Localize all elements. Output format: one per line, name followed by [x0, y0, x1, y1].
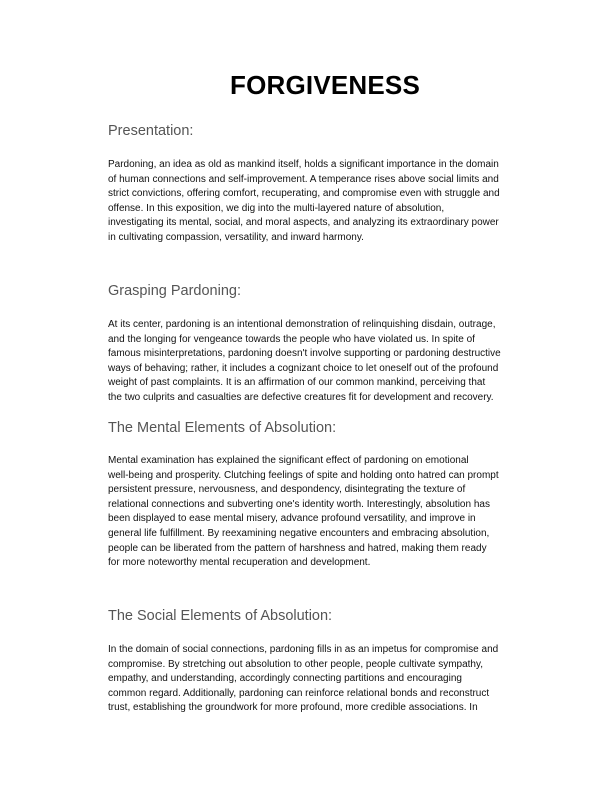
paragraph-line: investigating its mental, social, and moral aspects, and analyzing its extraordinary power	[108, 217, 499, 229]
paragraph-line: the two culprits and casualties are defective creatures fit for development and recovery.	[108, 391, 494, 403]
paragraph-line: ways of behaving; rather, it includes a cognizant choice to let oneself out of the profound	[108, 362, 499, 374]
section-paragraph-presentation	[108, 158, 548, 246]
paragraph-line: trust, establishing the groundwork for more profound, more credible associations. In	[108, 702, 478, 714]
document-title: FORGIVENESS	[229, 70, 420, 100]
section-heading-presentation: Presentation:	[108, 123, 194, 139]
paragraph-line: persistent pressure, nervousness, and despondency, disintegrating the texture of	[108, 484, 466, 496]
paragraph-line: Pardoning, an idea as old as mankind itself, holds a significant importance in the domain	[108, 159, 499, 170]
paragraph-line: famous misinterpretations, pardoning doesn't involve supporting or pardoning destructive	[108, 348, 501, 360]
paragraph-line: of human connections and self-improvement. A temperance rises above social limits and	[108, 173, 499, 185]
paragraph-line: Mental examination has explained the significant effect of pardoning on emotional	[108, 455, 469, 466]
paragraph-line: common regard. Additionally, pardoning can reinforce relational bonds and reconstruct	[108, 687, 490, 699]
paragraph-line: At its center, pardoning is an intentional demonstration of relinquishing disdain, outrage,	[108, 319, 496, 330]
paragraph-line: general life fulfillment. By reexamining negative encounters and embracing absolution,	[108, 527, 490, 539]
section-paragraph-mental-elements	[108, 454, 548, 571]
paragraph-line: empathy, and understanding, accordingly connecting partitions and encouraging	[108, 673, 462, 685]
paragraph-line: for more noteworthy mental recuperation and development.	[108, 557, 371, 569]
paragraph-line: relational connections and subverting one's identity worth. Interestingly, absolution has	[108, 498, 490, 510]
section-heading-social-elements: The Social Elements of Absolution:	[108, 608, 333, 624]
section-heading-mental-elements: The Mental Elements of Absolution:	[108, 420, 337, 436]
section-paragraph-social-elements	[108, 643, 548, 716]
section-heading-grasping-pardoning: Grasping Pardoning:	[108, 283, 241, 299]
paragraph-line: and the longing for vengeance towards the people who have violated us. In spite of	[108, 333, 475, 345]
paragraph-line: well-being and prosperity. Clutching feelings of spite and holding onto hatred can prompt	[108, 469, 499, 481]
paragraph-line: people can be liberated from the pattern of harshness and hatred, making them ready	[108, 542, 487, 554]
paragraph-line: in cultivating compassion, versatility, and inward harmony.	[108, 231, 364, 243]
paragraph-line: offense. In this exposition, we dig into the multi-layered nature of absolution,	[108, 202, 445, 214]
paragraph-line: strict convictions, offering comfort, recuperating, and compromise even with struggle and	[108, 188, 500, 200]
section-paragraph-grasping-pardoning	[108, 318, 548, 406]
paragraph-line: weight of past complaints. It is an affirmation of our common mankind, perceiving that	[108, 377, 486, 389]
paragraph-line: compromise. By stretching out absolution to other people, people cultivate sympathy,	[108, 658, 484, 670]
paragraph-line: In the domain of social connections, pardoning fills in as an impetus for compromise and	[108, 644, 499, 655]
paragraph-line: been displayed to ease mental misery, advance profound versatility, and improve in	[108, 513, 476, 525]
